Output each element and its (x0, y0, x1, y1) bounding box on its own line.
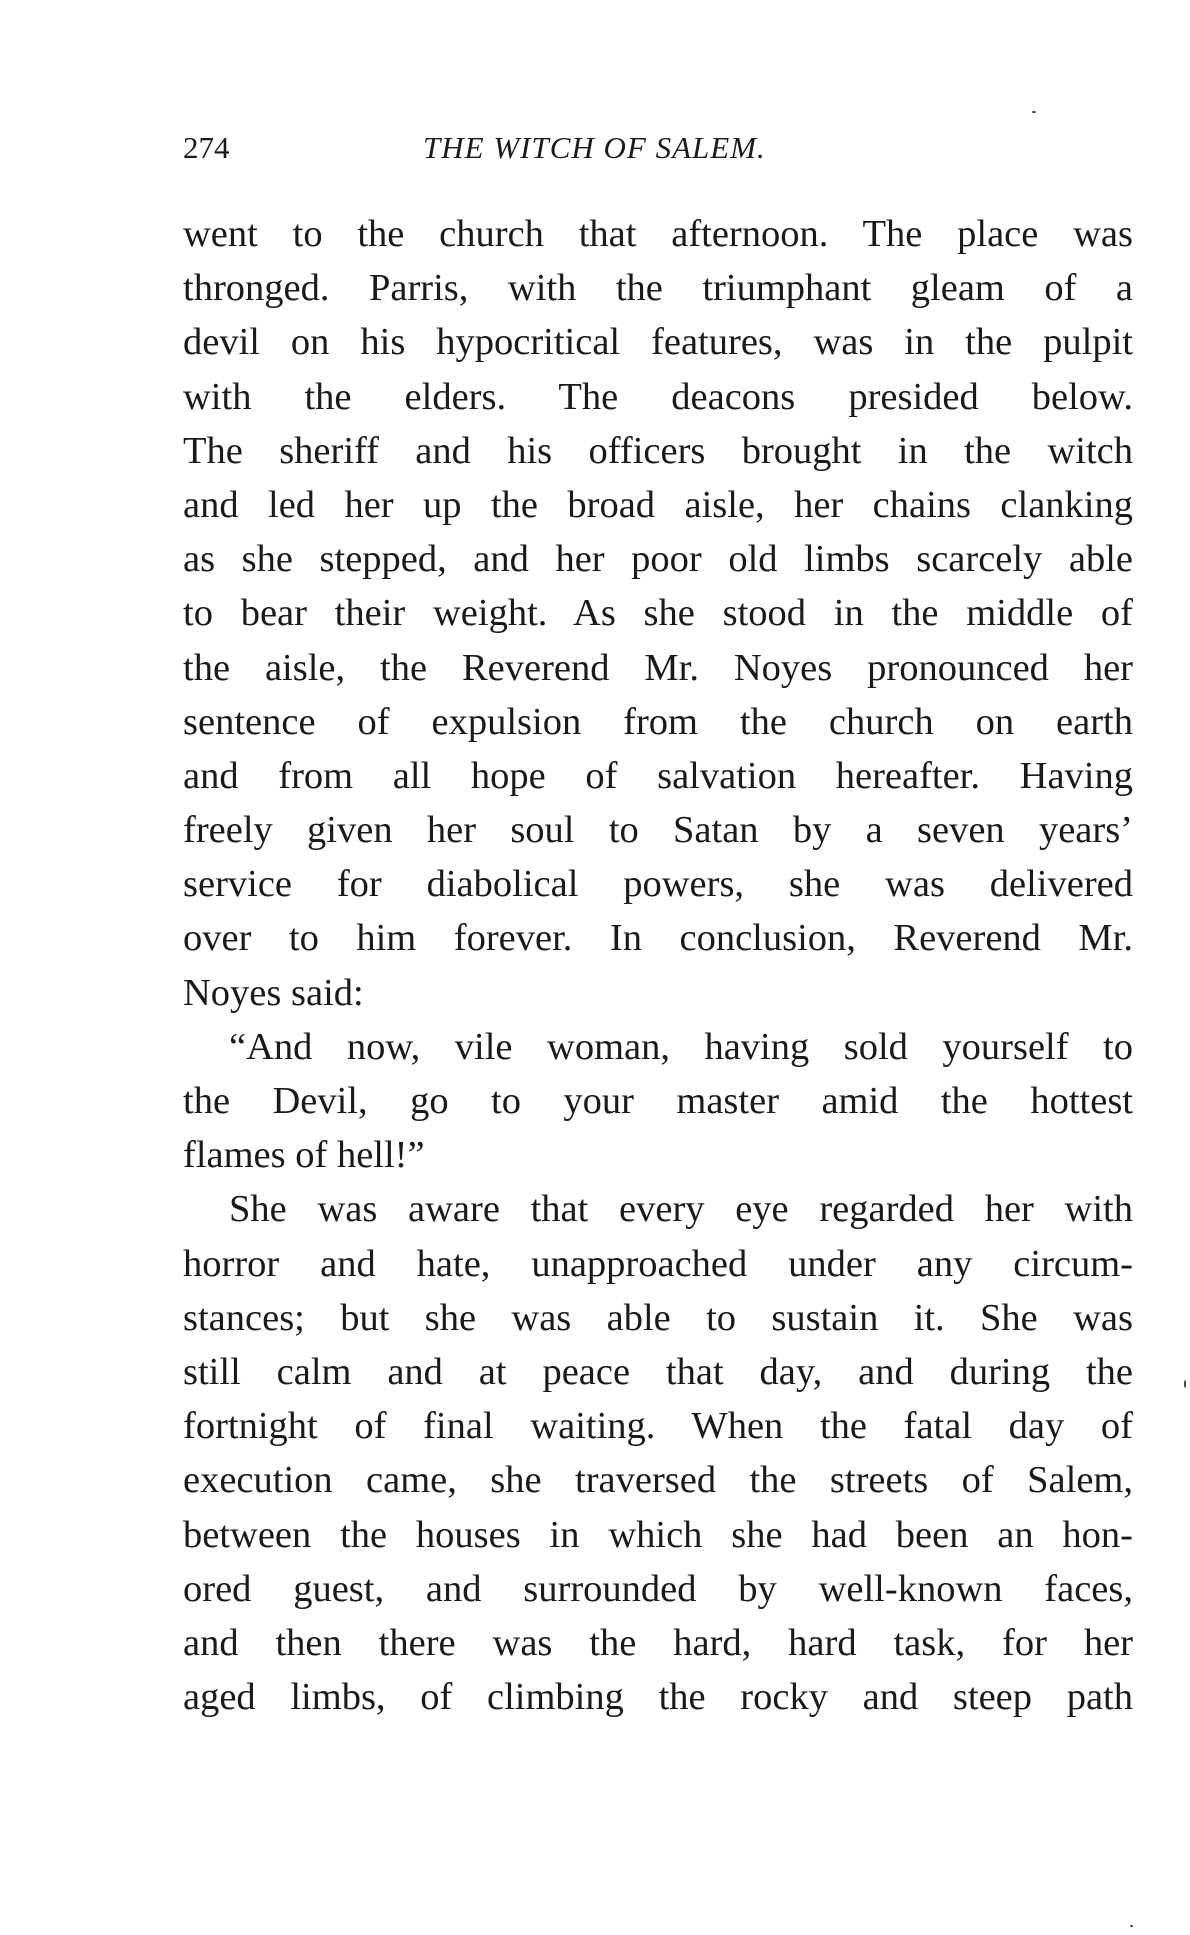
text-line: execution came, she traversed the streets of Salem, (183, 1459, 1133, 1502)
text-line: thronged. Parris, with the triumphant gleam of a (183, 267, 1133, 310)
text-line: ored guest, and surrounded by well-known faces, (183, 1567, 1133, 1610)
text-line: as she stepped, and her poor old limbs scarcely able (183, 538, 1133, 581)
text-line: and from all hope of salvation hereafter. Having (183, 754, 1133, 797)
text-line: service for diabolical powers, she was delivered (183, 863, 1133, 906)
text-line: flames of hell!” (183, 1134, 425, 1177)
text-line: fortnight of final waiting. When the fatal day of (183, 1405, 1133, 1448)
text-line: and led her up the broad aisle, her chains clanking (183, 483, 1133, 526)
text-line: The sheriff and his officers brought in the witch (183, 429, 1133, 472)
text-line: the Devil, go to your master amid the hottest (183, 1080, 1133, 1122)
text-line: aged limbs, of climbing the rocky and steep path (183, 1676, 1133, 1719)
body-text (183, 207, 1133, 1724)
scan-speck (1032, 111, 1036, 113)
text-line: over to him forever. In conclusion, Reverend Mr. (183, 917, 1133, 960)
text-line: to bear their weight. As she stood in the middle of (183, 592, 1133, 635)
text-line: Noyes said: (183, 971, 364, 1014)
text-line: “And now, vile woman, having sold yourself to (229, 1025, 1133, 1068)
text-line: devil on his hypocritical features, was in the pulpit (183, 321, 1133, 364)
running-title: THE WITCH OF SALEM. (423, 130, 766, 165)
page-number: 274 (183, 130, 230, 165)
paragraph-2 (183, 1020, 1133, 1183)
text-line: freely given her soul to Satan by a seven years’ (183, 809, 1133, 852)
text-line: horror and hate, unapproached under any circum- (183, 1242, 1133, 1285)
text-line: with the elders. The deacons presided below. (183, 375, 1133, 418)
text-line: still calm and at peace that day, and during the (183, 1350, 1133, 1393)
text-line: and then there was the hard, hard task, for her (183, 1621, 1133, 1664)
text-line: She was aware that every eye regarded her with (229, 1188, 1133, 1231)
paragraph-1 (183, 207, 1133, 1020)
text-line: the aisle, the Reverend Mr. Noyes pronounced her (183, 646, 1133, 689)
paragraph-3 (183, 1182, 1133, 1724)
text-line: stances; but she was able to sustain it. She was (183, 1296, 1133, 1339)
running-head (183, 128, 1133, 168)
text-line: sentence of expulsion from the church on earth (183, 700, 1133, 743)
text-line: between the houses in which she had been an hon- (183, 1513, 1133, 1556)
scan-speck (1130, 1925, 1133, 1927)
scan-speck (1184, 1380, 1186, 1388)
text-line: went to the church that afternoon. The place was (183, 213, 1133, 255)
